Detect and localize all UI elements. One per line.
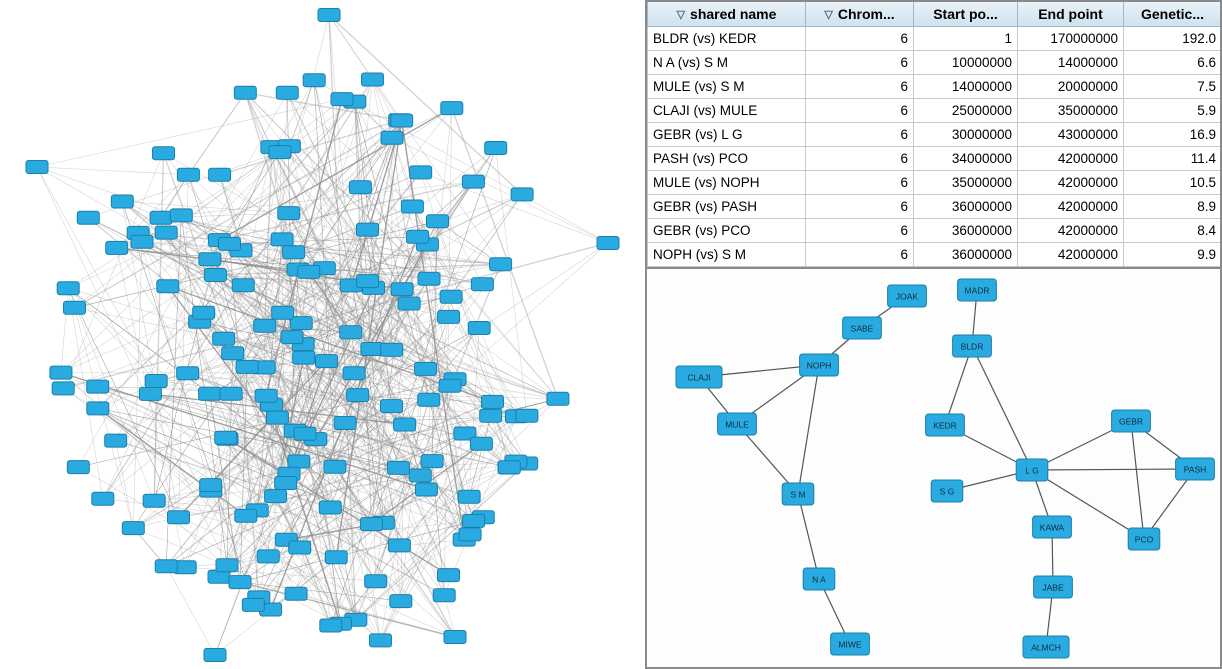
main-network-node[interactable] [516,409,538,422]
table-row[interactable] [648,147,1222,171]
main-network-node[interactable] [215,431,237,444]
main-network-node[interactable] [438,310,460,323]
node-shape[interactable] [676,366,722,388]
main-network-edge[interactable] [37,99,342,167]
main-network-node[interactable] [281,331,303,344]
sub-network-node[interactable] [800,354,839,376]
table-row[interactable] [648,243,1222,267]
main-network-node[interactable] [597,237,619,250]
node-label: L G [1025,465,1039,476]
main-network-node[interactable] [381,131,403,144]
table-cell-end-point[interactable]: 43000000 [1018,123,1124,147]
main-network-node[interactable] [87,380,109,393]
table-cell-shared-name[interactable]: GEBR (vs) L G [648,123,806,147]
table-cell-chromosome[interactable]: 6 [806,27,914,51]
main-network-edges [37,15,608,655]
sub-network-node[interactable] [676,366,722,388]
sub-network-node[interactable] [1128,528,1160,550]
main-network-node[interactable] [92,492,114,505]
main-network-node[interactable] [288,455,310,468]
table-cell-start-point[interactable]: 36000000 [914,219,1018,243]
node-shape[interactable] [1112,410,1151,432]
node-shape[interactable] [931,480,963,502]
main-network-node[interactable] [155,226,177,239]
filter-icon[interactable]: ▽ [676,8,686,21]
main-network-node[interactable] [485,142,507,155]
main-network-node[interactable] [139,387,161,400]
table-cell-end-point[interactable]: 14000000 [1018,51,1124,75]
column-header-label: shared name [690,6,777,22]
main-network-node[interactable] [145,375,167,388]
node-shape[interactable] [1033,516,1072,538]
main-network-node[interactable] [394,418,416,431]
node-label: KAWA [1039,522,1065,533]
main-network-node[interactable] [276,86,298,99]
node-label: BLDR [960,341,984,352]
node-label: MULE [725,419,749,430]
sub-network-edge[interactable] [798,494,819,579]
sub-network-node[interactable] [843,317,882,339]
main-network-node[interactable] [439,379,461,392]
main-network-node[interactable] [275,477,297,490]
node-label: S M [790,489,806,500]
table-cell-genetic[interactable]: 16.9 [1124,123,1222,147]
main-network-node[interactable] [153,147,175,160]
table-cell-shared-name[interactable]: GEBR (vs) PCO [648,219,806,243]
node-shape[interactable] [800,354,839,376]
main-network-edge[interactable] [37,167,188,175]
main-network-node[interactable] [219,237,241,250]
sub-network-view[interactable] [645,267,1222,669]
main-network-node[interactable] [334,417,356,430]
main-network-node[interactable] [26,161,48,174]
main-network-node[interactable] [440,290,462,303]
table-body[interactable] [648,27,1222,267]
table-cell-genetic[interactable]: 11.4 [1124,147,1222,171]
column-header-label: Genetic... [1140,6,1205,22]
main-network-node[interactable] [418,272,440,285]
main-network-node[interactable] [365,575,387,588]
table-cell-genetic[interactable]: 8.4 [1124,219,1222,243]
table-cell-start-point[interactable]: 1 [914,27,1018,51]
node-shape[interactable] [843,317,882,339]
main-network-node[interactable] [547,392,569,405]
main-network-node[interactable] [325,551,347,564]
sub-network-edge[interactable] [945,346,972,425]
main-network-node[interactable] [340,326,362,339]
table-cell-shared-name[interactable]: MULE (vs) NOPH [648,171,806,195]
sub-network-node[interactable] [926,414,965,436]
main-network-node[interactable] [111,195,133,208]
main-network-node[interactable] [490,258,512,271]
node-label: CLAJI [687,372,711,383]
main-network-node[interactable] [177,367,199,380]
main-network-node[interactable] [199,253,221,266]
node-shape[interactable] [958,279,997,301]
sub-network-edge[interactable] [798,365,819,494]
main-network-node[interactable] [324,460,346,473]
table-column-header-start-point[interactable] [914,2,1018,27]
table-cell-chromosome[interactable]: 6 [806,219,914,243]
table-cell-chromosome[interactable]: 6 [806,51,914,75]
main-network-edge[interactable] [61,373,354,374]
main-network-node[interactable] [427,215,449,228]
main-network-node[interactable] [254,319,276,332]
main-network-node[interactable] [441,102,463,115]
node-label: N A [812,574,826,585]
table-cell-start-point[interactable]: 30000000 [914,123,1018,147]
sub-network-edge[interactable] [1131,421,1144,539]
main-network-node[interactable] [438,569,460,582]
node-label: MADR [964,285,990,296]
table-cell-chromosome[interactable]: 6 [806,171,914,195]
table-column-header-chromosome[interactable] [806,2,914,27]
main-network-node[interactable] [266,411,288,424]
main-network-node[interactable] [390,595,412,608]
main-network-node[interactable] [391,283,413,296]
main-network-node[interactable] [415,362,437,375]
table-cell-shared-name[interactable]: MULE (vs) S M [648,75,806,99]
table-cell-shared-name[interactable]: PASH (vs) PCO [648,147,806,171]
sub-network-node[interactable] [1112,410,1151,432]
node-label: KEDR [933,420,957,431]
table-cell-end-point[interactable]: 35000000 [1018,99,1124,123]
sub-network-node[interactable] [1176,458,1215,480]
node-label: JABE [1042,582,1064,593]
main-network-node[interactable] [208,570,230,583]
main-network-node[interactable] [199,387,221,400]
table-cell-start-point[interactable]: 25000000 [914,99,1018,123]
main-network-node[interactable] [64,301,86,314]
main-network-node[interactable] [498,461,520,474]
main-network-node[interactable] [401,200,423,213]
node-label: PCO [1134,534,1154,545]
table-cell-end-point[interactable]: 42000000 [1018,195,1124,219]
main-network-node[interactable] [482,395,504,408]
node-shape[interactable] [1034,576,1073,598]
main-network-node[interactable] [480,409,502,422]
table-cell-start-point[interactable]: 36000000 [914,195,1018,219]
table-row[interactable] [648,99,1222,123]
main-network-node[interactable] [216,559,238,572]
main-network-node[interactable] [209,168,231,181]
main-network-node[interactable] [265,490,287,503]
sub-network-node[interactable] [953,335,992,357]
main-network-node[interactable] [234,86,256,99]
table-cell-end-point[interactable]: 170000000 [1018,27,1124,51]
main-network-node[interactable] [459,528,481,541]
sub-network-node[interactable] [888,285,927,307]
table-cell-end-point[interactable]: 20000000 [1018,75,1124,99]
main-network-edge[interactable] [421,172,608,243]
table-cell-genetic[interactable]: 192.0 [1124,27,1222,51]
main-network-node[interactable] [463,514,485,527]
main-network-edge[interactable] [227,565,340,624]
main-network-node[interactable] [50,366,72,379]
table-row[interactable] [648,27,1222,51]
main-network-node[interactable] [204,269,226,282]
table-cell-end-point[interactable]: 42000000 [1018,243,1124,267]
node-label: JOAK [895,291,919,302]
main-network-node[interactable] [357,223,379,236]
main-network-node[interactable] [157,280,179,293]
table-row[interactable] [648,195,1222,219]
node-label: S G [939,486,955,497]
main-network-node[interactable] [362,73,384,86]
main-network-node[interactable] [293,351,315,364]
main-network-node[interactable] [278,207,300,220]
column-header-label: Chrom... [837,6,895,22]
main-network-node[interactable] [204,649,226,662]
main-network-node[interactable] [242,598,264,611]
table-cell-start-point[interactable]: 10000000 [914,51,1018,75]
main-network-node[interactable] [421,455,443,468]
node-shape[interactable] [926,414,965,436]
main-network-node[interactable] [343,367,365,380]
table-cell-genetic[interactable]: 6.6 [1124,51,1222,75]
filter-icon[interactable]: ▽ [824,8,833,21]
table-cell-chromosome[interactable]: 6 [806,123,914,147]
main-network-node[interactable] [511,188,533,201]
table-cell-end-point[interactable]: 42000000 [1018,171,1124,195]
main-network-node[interactable] [222,347,244,360]
main-network-node[interactable] [168,511,190,524]
sub-network-canvas[interactable] [647,269,1220,667]
table-row[interactable] [648,75,1222,99]
main-network-node[interactable] [283,246,305,259]
main-network-node[interactable] [381,400,403,413]
table-cell-chromosome[interactable]: 6 [806,99,914,123]
main-network-node[interactable] [271,233,293,246]
node-shape[interactable] [1128,528,1160,550]
table-cell-genetic[interactable]: 9.9 [1124,243,1222,267]
table-column-header-end-point[interactable] [1018,2,1124,27]
table-column-header-shared-name[interactable] [648,2,806,27]
node-shape[interactable] [1016,459,1048,481]
main-network-node[interactable] [360,518,382,531]
main-network-node[interactable] [462,175,484,188]
main-network-edge[interactable] [133,528,227,565]
node-label: SABE [850,323,874,334]
column-header-label: Start po... [933,6,998,22]
table-cell-genetic[interactable]: 5.9 [1124,99,1222,123]
sub-network-node[interactable] [1016,459,1048,481]
main-network-edge[interactable] [122,202,288,214]
sub-network-edge[interactable] [972,346,1032,470]
main-network-node[interactable] [131,235,153,248]
table-row[interactable] [648,219,1222,243]
main-network-node[interactable] [357,275,379,288]
sub-network-node[interactable] [958,279,997,301]
main-network-node[interactable] [77,211,99,224]
table-header-row[interactable] [648,2,1222,27]
main-network-node[interactable] [471,278,493,291]
main-network-node[interactable] [235,509,257,522]
main-network-node[interactable] [370,634,392,647]
main-network-node[interactable] [269,146,291,159]
main-network-node[interactable] [320,619,342,632]
sub-network-node[interactable] [782,483,814,505]
main-network-node[interactable] [468,322,490,335]
main-network-node[interactable] [122,522,144,535]
node-shape[interactable] [831,633,870,655]
main-network-node[interactable] [105,434,127,447]
node-shape[interactable] [953,335,992,357]
main-network-node[interactable] [193,306,215,319]
main-network-node[interactable] [361,343,383,356]
main-network-node[interactable] [418,393,440,406]
main-network-node[interactable] [470,437,492,450]
node-shape[interactable] [1176,458,1215,480]
table-cell-genetic[interactable]: 7.5 [1124,75,1222,99]
node-shape[interactable] [1023,636,1069,658]
main-network-node[interactable] [220,387,242,400]
node-label: GEBR [1118,416,1144,427]
main-network-node[interactable] [349,181,371,194]
sub-network-node[interactable] [931,480,963,502]
table-row[interactable] [648,171,1222,195]
table-row[interactable] [648,51,1222,75]
main-network-node[interactable] [87,402,109,415]
table-cell-chromosome[interactable]: 6 [806,243,914,267]
table-header [648,2,1222,27]
main-network-node[interactable] [229,576,251,589]
main-network-node[interactable] [52,382,74,395]
main-network-node[interactable] [316,355,338,368]
node-label: MIWE [838,639,862,650]
main-network-edge[interactable] [63,153,163,388]
table-cell-shared-name[interactable]: GEBR (vs) PASH [648,195,806,219]
main-network-node[interactable] [331,93,353,106]
node-shape[interactable] [718,413,757,435]
main-network-node[interactable] [177,168,199,181]
node-label: NOPH [806,360,832,371]
main-network-node[interactable] [319,501,341,514]
table-column-header-genetic[interactable] [1124,2,1222,27]
main-network-node[interactable] [232,279,254,292]
sub-network-node[interactable] [1033,516,1072,538]
main-network-node[interactable] [415,483,437,496]
node-shape[interactable] [888,285,927,307]
node-label: ALMCH [1031,642,1061,653]
main-network-node[interactable] [170,209,192,222]
table-cell-end-point[interactable]: 42000000 [1018,147,1124,171]
table-cell-genetic[interactable]: 8.9 [1124,195,1222,219]
main-network-node[interactable] [347,389,369,402]
main-network-node[interactable] [257,550,279,563]
main-network-node[interactable] [381,343,403,356]
main-network-node[interactable] [236,360,258,373]
table-row[interactable] [648,123,1222,147]
main-network-node[interactable] [458,490,480,503]
column-header-label: End point [1038,6,1103,22]
main-network-node[interactable] [410,166,432,179]
table-cell-end-point[interactable]: 42000000 [1018,219,1124,243]
main-network-node[interactable] [289,541,311,554]
table-cell-chromosome[interactable]: 6 [806,147,914,171]
sub-network-edge[interactable] [1032,469,1195,470]
main-network-edge[interactable] [253,328,479,605]
main-network-node[interactable] [200,479,222,492]
main-network-node[interactable] [407,230,429,243]
main-network-node[interactable] [106,241,128,254]
main-network-edge[interactable] [142,242,501,264]
main-network-node[interactable] [285,587,307,600]
main-network-node[interactable] [433,589,455,602]
table-cell-shared-name[interactable]: N A (vs) S M [648,51,806,75]
node-shape[interactable] [803,568,835,590]
main-network-node[interactable] [298,265,320,278]
main-network-node[interactable] [272,306,294,319]
main-network-node[interactable] [155,560,177,573]
node-label: PASH [1183,464,1207,475]
main-network-node[interactable] [409,469,431,482]
main-network-edge[interactable] [116,441,134,528]
table-cell-start-point[interactable]: 36000000 [914,243,1018,267]
sub-network-node[interactable] [803,568,835,590]
main-network-node[interactable] [294,427,316,440]
main-network-node[interactable] [388,539,410,552]
table-cell-genetic[interactable]: 10.5 [1124,171,1222,195]
main-network-node[interactable] [303,74,325,87]
table-cell-start-point[interactable]: 35000000 [914,171,1018,195]
sub-network-node[interactable] [1034,576,1073,598]
sub-network-node[interactable] [1023,636,1069,658]
main-network-node[interactable] [398,297,420,310]
main-network-node[interactable] [213,332,235,345]
node-shape[interactable] [782,483,814,505]
main-network-node[interactable] [57,282,79,295]
table-cell-start-point[interactable]: 34000000 [914,147,1018,171]
table-cell-chromosome[interactable]: 6 [806,75,914,99]
table-cell-start-point[interactable]: 14000000 [914,75,1018,99]
sub-network-node[interactable] [831,633,870,655]
main-network-node[interactable] [150,211,172,224]
main-network-node[interactable] [387,461,409,474]
table-cell-shared-name[interactable]: BLDR (vs) KEDR [648,27,806,51]
main-network-node[interactable] [318,9,340,22]
table-cell-shared-name[interactable]: CLAJI (vs) MULE [648,99,806,123]
main-network-node[interactable] [391,114,413,127]
main-network-node[interactable] [444,631,466,644]
main-network-edge[interactable] [188,93,245,175]
main-network-node[interactable] [143,494,165,507]
main-network-node[interactable] [67,461,89,474]
table-cell-shared-name[interactable]: NOPH (vs) S M [648,243,806,267]
sub-network-node[interactable] [718,413,757,435]
main-network-node[interactable] [255,389,277,402]
table-cell-chromosome[interactable]: 6 [806,195,914,219]
sub-network-nodes[interactable] [676,279,1214,658]
edge-table[interactable] [647,2,1222,267]
main-network-edge[interactable] [188,175,526,464]
edge-table-panel[interactable] [645,0,1222,267]
